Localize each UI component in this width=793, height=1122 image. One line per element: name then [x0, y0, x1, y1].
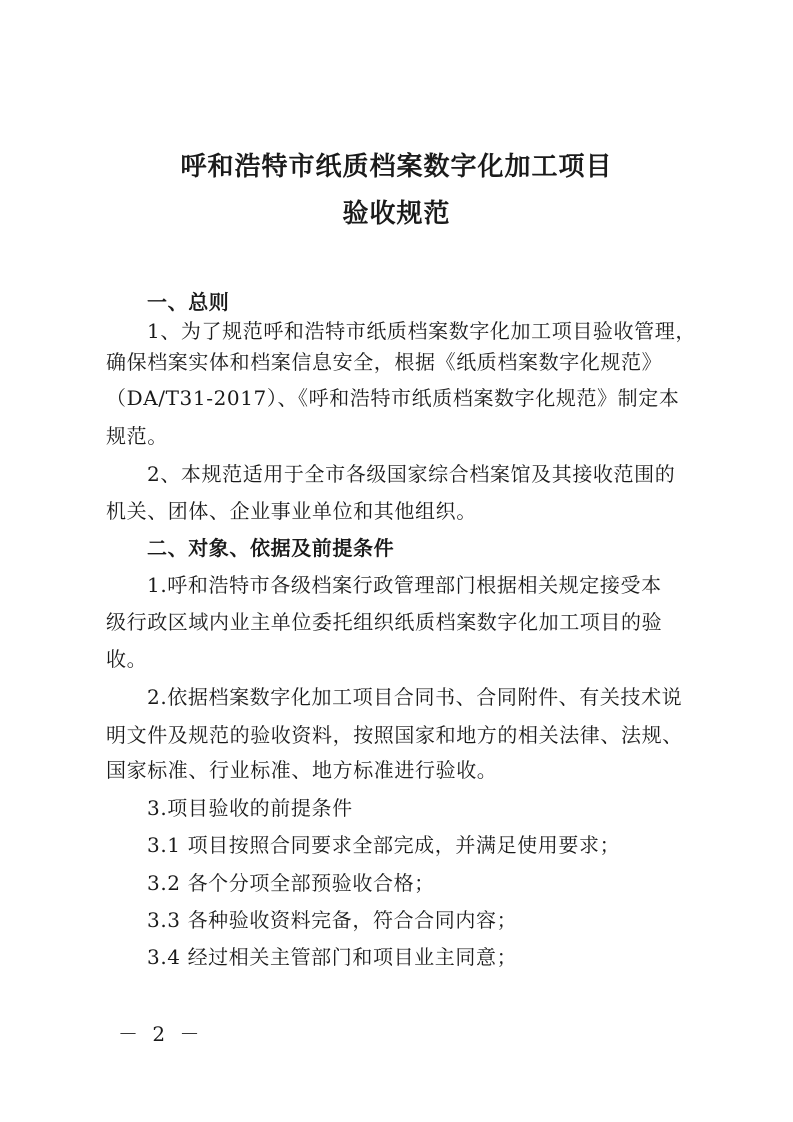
document-title: 呼和浩特市纸质档案数字化加工项目 [180, 152, 613, 182]
paragraph-line: 收。 [106, 647, 148, 671]
list-item: 3.2 各个分项全部预验收合格； [147, 871, 435, 895]
paragraph-line: 规范。 [106, 424, 168, 448]
list-item: 3.4 经过相关主管部门和项目业主同意； [147, 945, 518, 969]
paragraph-line: 级行政区域内业主单位委托组织纸质档案数字化加工项目的验 [106, 610, 663, 634]
paragraph-line: 确保档案实体和档案信息安全，根据《纸质档案数字化规范》 [106, 350, 663, 374]
paragraph-line: 3.项目验收的前提条件 [147, 796, 353, 820]
page-number: － 2 － [118, 1022, 204, 1046]
paragraph-line: 2.依据档案数字化加工项目合同书、合同附件、有关技术说 [147, 685, 683, 709]
paragraph-line: 国家标准、行业标准、地方标准进行验收。 [106, 758, 498, 782]
paragraph-line: 1、为了规范呼和浩特市纸质档案数字化加工项目验收管理， [147, 319, 696, 343]
paragraph-line: 1.呼和浩特市各级档案行政管理部门根据相关规定接受本 [147, 573, 662, 597]
document-subtitle: 验收规范 [342, 199, 451, 229]
paragraph-line: 明文件及规范的验收资料，按照国家和地方的相关法律、法规、 [106, 723, 683, 747]
list-item: 3.3 各种验收资料完备，符合合同内容； [147, 908, 518, 932]
list-item: 3.1 项目按照合同要求全部完成，并满足使用要求； [147, 833, 621, 857]
paragraph-line: （DA/T31-2017）、《呼和浩特市纸质档案数字化规范》制定本 [106, 386, 680, 410]
paragraph-line: 机关、团体、企业事业单位和其他组织。 [106, 499, 477, 523]
section-heading-general: 一、总则 [147, 290, 230, 314]
section-heading-objects: 二、对象、依据及前提条件 [147, 536, 395, 560]
paragraph-line: 2、本规范适用于全市各级国家综合档案馆及其接收范围的 [147, 462, 676, 486]
